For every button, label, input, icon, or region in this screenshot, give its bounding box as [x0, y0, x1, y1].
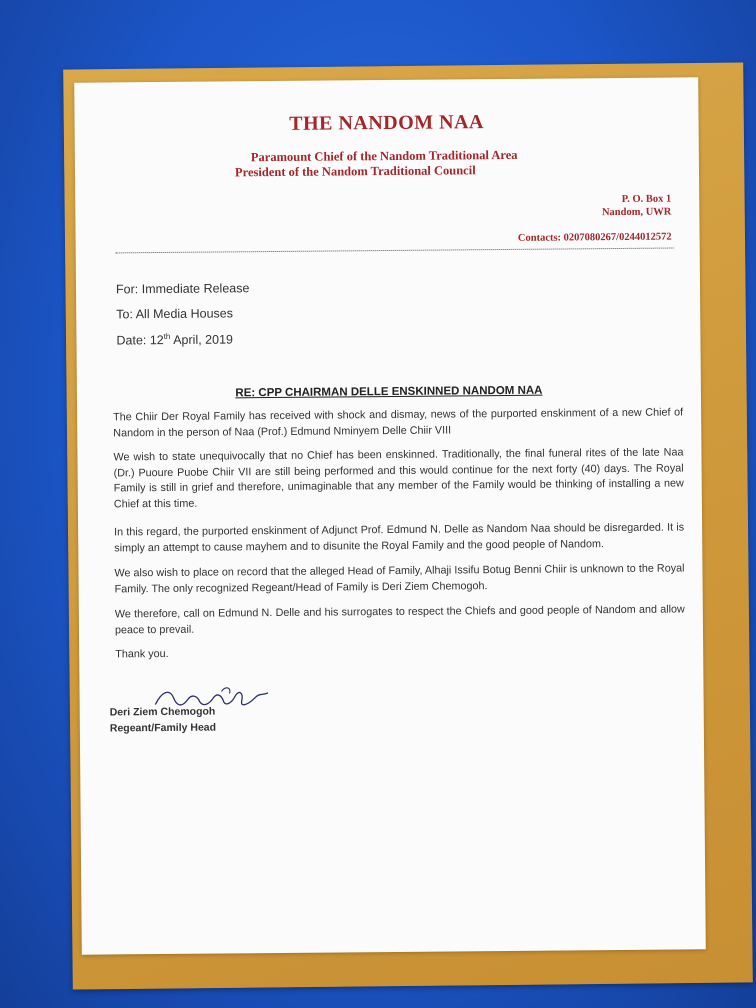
letter-page — [74, 77, 706, 954]
location: Nandom, UWR — [601, 206, 672, 219]
body-paragraph-3: In this regard, the purported enskinment of Adjunct Prof. Edmund N. Delle as Nandom Naa should be disregarded. It is simply an attempt to cause mayhem and to disunite the Royal Family and the good people of Nandom. — [114, 521, 685, 554]
letterhead-subtitle-2: President of the Nandom Traditional Council — [234, 163, 476, 180]
letterhead-title: THE NANDOM NAA — [289, 111, 485, 135]
date-line — [116, 331, 233, 347]
body-paragraph-4: We also wish to place on record that the alleged Head of Family, Alhaji Issifu Botug Benni Chiir is unknown to the Royal Family. The only recognized Regeant/Head of Family is Deri Ziem Chemogoh. — [114, 562, 685, 595]
body-paragraph-5: We therefore, call on Edmund N. Delle and his surrogates to respect the Chiefs and good people of Nandom and allow peace to prevail. — [114, 603, 685, 636]
body-paragraph-1: The Chiir Der Royal Family has received with shock and dismay, news of the purported enskinment of a new Chief of Nandom in the person of Naa (Prof.) Edmund Nminyem Delle Chiir VIII — [113, 406, 684, 439]
release-line: For: Immediate Release — [115, 281, 250, 297]
to-line: To: All Media Houses — [116, 306, 234, 322]
po-box: P. O. Box 1 — [621, 193, 672, 205]
dotted-divider — [116, 248, 674, 254]
date-suffix: April, 2019 — [170, 332, 233, 348]
signatory-title: Regeant/Family Head — [109, 721, 217, 735]
date-superscript: th — [163, 331, 171, 341]
contacts: Contacts: 0207080267/0244012572 — [517, 231, 672, 244]
body-paragraph-2: We wish to state unequivocally that no Chief has been enskinned. Traditionally, the final funeral rites of the late Naa (Dr.) Puoure Puobe Chiir VII are still being performed and this would continue for the next forty (40) days. The Royal Family is still in grief and therefore, unimaginable that any member of the Family would be thinking of installing a new Chief at this time. — [113, 446, 684, 510]
subject-heading: RE: CPP CHAIRMAN DELLE ENSKINNED NANDOM NAA — [235, 384, 543, 400]
body-paragraph-6: Thank you. — [115, 647, 169, 661]
date-prefix: Date: 12 — [116, 333, 164, 348]
letterhead-subtitle-1: Paramount Chief of the Nandom Traditional Area — [250, 147, 518, 165]
signatory-name: Deri Ziem Chemogoh — [109, 705, 216, 719]
